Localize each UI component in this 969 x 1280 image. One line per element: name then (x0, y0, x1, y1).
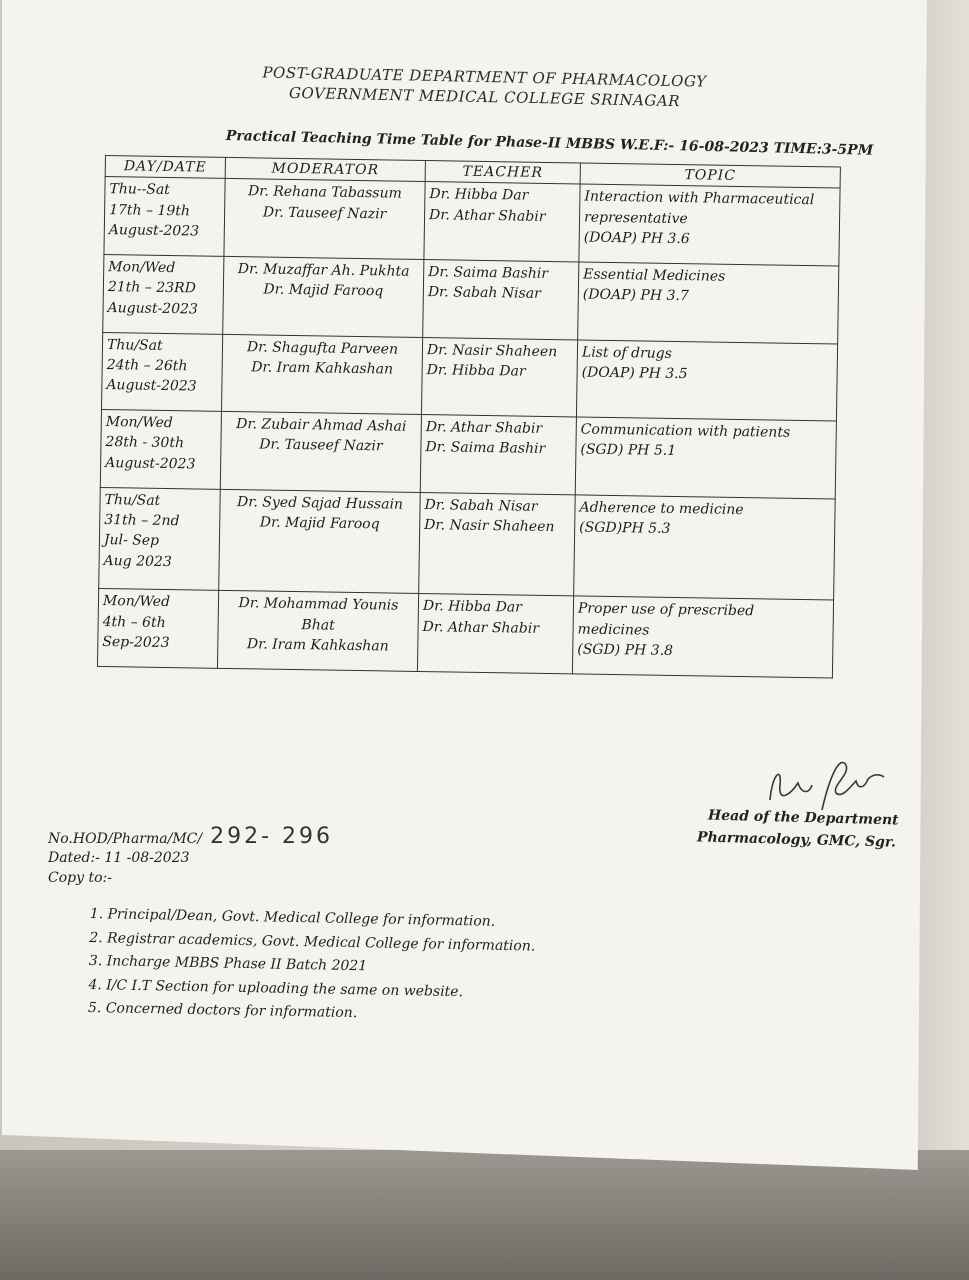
topic-line: Communication with patients (580, 421, 791, 441)
table-row (100, 410, 836, 499)
list-item: 2. Registrar academics, Govt. Medical College for information. (89, 929, 536, 955)
list-item: 1. Principal/Dean, Govt. Medical College for information. (89, 905, 496, 930)
table-row (101, 332, 837, 421)
topic-line: Adherence to medicine (579, 499, 744, 518)
teacher-line: Dr. Athar Shabir (428, 206, 546, 225)
timetable-subtitle: Practical Teaching Time Table for Phase-II MBBS W.E.F:- 16-08-2023 TIME:3-5PM (225, 128, 874, 159)
day-date-cell (99, 487, 221, 590)
day-date-cell (100, 410, 221, 490)
signatory-title: Head of the Department (707, 807, 899, 829)
moderator-cell (219, 489, 421, 594)
day-date-line: 24th – 26th (106, 356, 188, 375)
header-teacher: TEACHER (425, 161, 580, 185)
moderator-cell (217, 591, 418, 672)
day-date-line: 28th - 30th (105, 434, 185, 452)
moderator-line: Dr. Iram Kahkashan (246, 636, 389, 655)
day-date-line: August-2023 (105, 454, 196, 473)
moderator-cell (220, 412, 421, 493)
moderator-line: Dr. Muzaffar Ah. Pukhta (237, 261, 410, 280)
floor-background (0, 1150, 969, 1280)
table-row (99, 487, 836, 600)
day-date-line: 4th – 6th (102, 613, 166, 631)
copy-to-label: Copy to:- (48, 870, 112, 886)
day-date-line: Thu/Sat (106, 336, 163, 354)
department-heading: POST-GRADUATE DEPARTMENT OF PHARMACOLOGY (262, 63, 707, 91)
topic-cell (579, 184, 840, 266)
teacher-line: Dr. Athar Shabir (422, 618, 540, 637)
topic-line: (SGD) PH 3.8 (577, 641, 674, 659)
teacher-line: Dr. Saima Bashir (425, 439, 546, 458)
moderator-line: Dr. Tauseef Nazir (259, 436, 383, 455)
teacher-cell (423, 259, 579, 339)
day-date-line: Thu--Sat (109, 181, 170, 199)
day-date-line: 31th – 2nd (104, 512, 180, 530)
teacher-line: Dr. Hibba Dar (426, 361, 526, 380)
topic-cell (574, 495, 836, 601)
list-item: 4. I/C I.T Section for uploading the same on website. (88, 976, 464, 1000)
teacher-line: Dr. Nasir Shaheen (424, 517, 555, 536)
moderator-line: Bhat (301, 616, 335, 634)
moderator-line: Dr. Rehana Tabassum (247, 183, 402, 202)
day-date-line: Mon/Wed (102, 593, 171, 611)
day-date-line: Jul- Sep (103, 532, 160, 550)
timetable-table (97, 155, 841, 678)
day-date-line: 17th – 19th (109, 201, 191, 219)
topic-line: (DOAP) PH 3.6 (583, 229, 690, 248)
topic-cell (575, 417, 836, 499)
dated-line: Dated:- 11 -08-2023 (48, 850, 190, 866)
day-date-cell (104, 177, 225, 257)
college-heading: GOVERNMENT MEDICAL COLLEGE SRINAGAR (288, 83, 681, 111)
moderator-cell (221, 334, 422, 415)
table-row (104, 177, 840, 266)
teacher-line: Dr. Hibba Dar (429, 186, 529, 204)
teacher-line: Dr. Sabah Nisar (427, 284, 541, 303)
day-date-line: 21th – 23RD (107, 279, 196, 297)
header-moderator: MODERATOR (225, 157, 425, 181)
signature-image (760, 755, 890, 815)
moderator-line: Dr. Majid Farooq (259, 514, 380, 533)
moderator-line: Dr. Syed Sajad Hussain (236, 493, 404, 513)
topic-line: (DOAP) PH 3.7 (582, 286, 689, 305)
topic-line: Essential Medicines (583, 266, 726, 285)
teacher-cell (421, 337, 577, 417)
topic-line: (DOAP) PH 3.5 (581, 364, 688, 383)
moderator-cell (223, 256, 424, 337)
topic-cell (572, 596, 833, 678)
day-date-line: Mon/Wed (105, 414, 173, 432)
moderator-line: Dr. Shagufta Parveen (246, 338, 399, 358)
day-date-cell (103, 254, 224, 334)
day-date-cell (101, 332, 222, 412)
header-topic: TOPIC (580, 163, 840, 188)
day-date-line: Sep-2023 (102, 633, 170, 651)
teacher-cell (420, 415, 576, 495)
day-date-cell (97, 589, 218, 669)
reference-handwritten-number: 292- 296 (210, 824, 334, 849)
timetable (97, 155, 841, 678)
teacher-cell (419, 492, 576, 596)
table-row (103, 254, 839, 343)
teacher-line: Dr. Athar Shabir (425, 419, 543, 438)
reference-number (48, 824, 333, 849)
moderator-cell (224, 179, 425, 260)
topic-cell (576, 339, 837, 421)
topic-line: representative (583, 209, 688, 227)
moderator-line: Dr. Iram Kahkashan (251, 359, 394, 378)
table-row (97, 589, 833, 678)
teacher-line: Dr. Nasir Shaheen (426, 341, 558, 360)
moderator-line: Dr. Majid Farooq (263, 281, 384, 300)
teacher-line: Dr. Saima Bashir (428, 264, 549, 282)
moderator-line: Dr. Mohammad Younis (238, 595, 399, 614)
topic-line: List of drugs (581, 344, 672, 362)
list-item: 3. Incharge MBBS Phase II Batch 2021 (88, 952, 368, 975)
day-date-line: August-2023 (107, 299, 198, 317)
moderator-line: Dr. Zubair Ahmad Ashai (236, 416, 407, 435)
topic-line: (SGD)PH 5.3 (579, 519, 671, 538)
day-date-line: Mon/Wed (108, 258, 176, 277)
copy-to-list (88, 903, 536, 1029)
moderator-line: Dr. Tauseef Nazir (262, 204, 387, 223)
topic-line: (SGD) PH 5.1 (580, 441, 677, 460)
signatory-department: Pharmacology, GMC, Sgr. (696, 829, 897, 851)
topic-line: Interaction with Pharmaceutical (584, 188, 815, 209)
list-item: 5. Concerned doctors for information. (87, 999, 358, 1022)
topic-line: Proper use of prescribed medicines (577, 600, 755, 639)
day-date-line: Aug 2023 (103, 552, 172, 570)
day-date-line: August-2023 (106, 377, 197, 395)
day-date-line: Thu/Sat (104, 491, 161, 509)
reference-label: No.HOD/Pharma/MC/ (48, 831, 203, 847)
teacher-line: Dr. Sabah Nisar (424, 496, 538, 515)
header-day-date: DAY/DATE (105, 156, 225, 179)
teacher-cell (417, 594, 573, 674)
teacher-line: Dr. Hibba Dar (422, 598, 523, 616)
topic-cell (578, 262, 839, 344)
teacher-cell (424, 182, 580, 262)
day-date-line: August-2023 (108, 221, 200, 240)
